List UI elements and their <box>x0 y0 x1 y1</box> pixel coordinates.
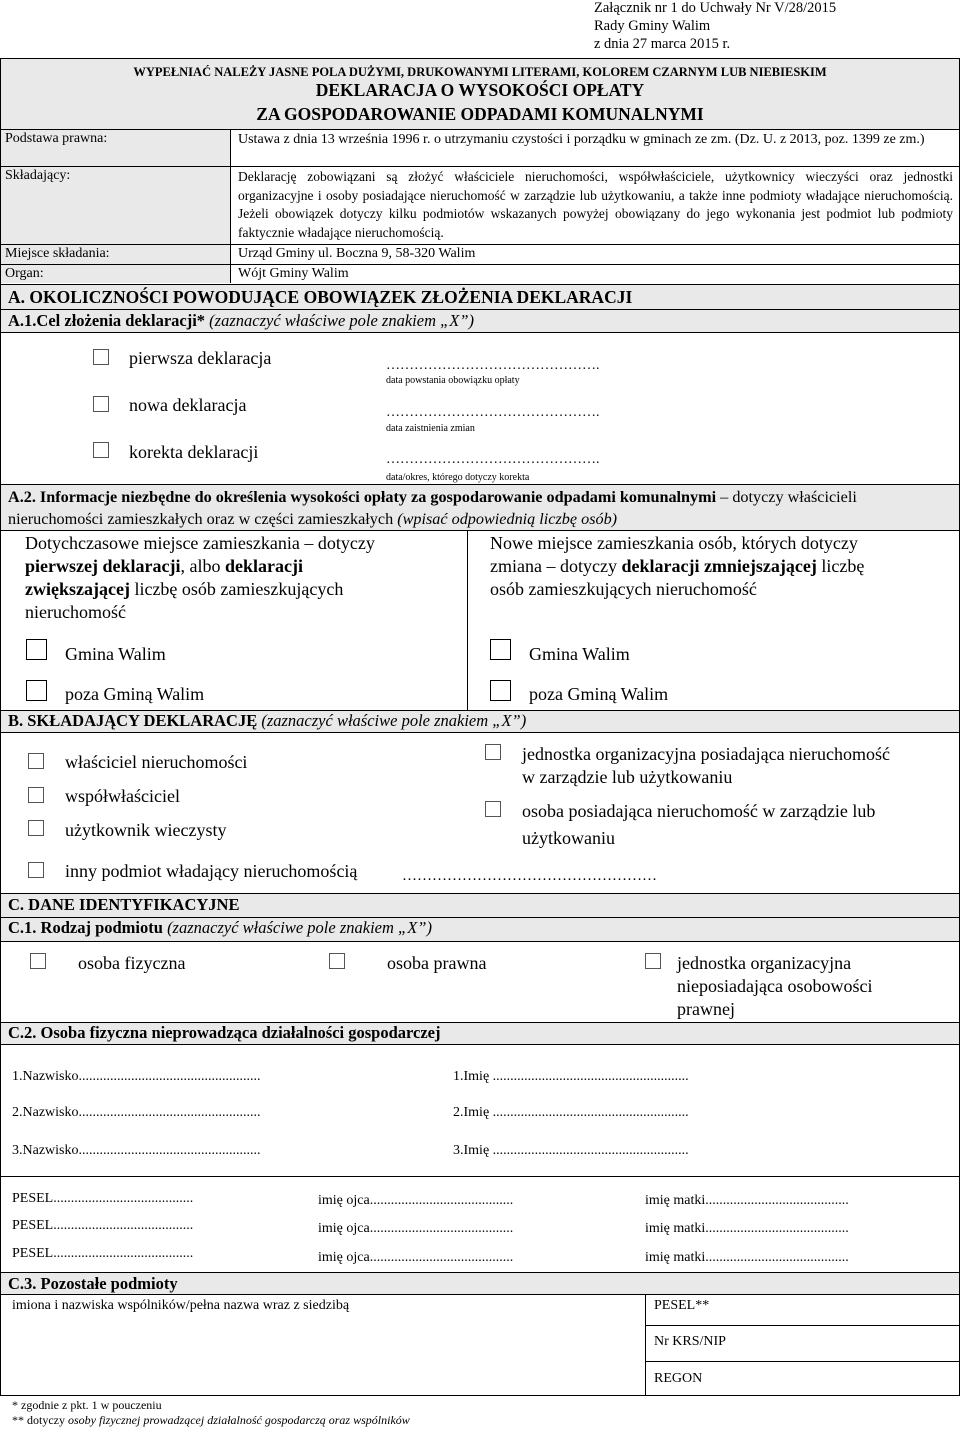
form-title-2: ZA GOSPODAROWANIE ODPADAMI KOMUNALNYMI <box>256 104 704 124</box>
section-c2-heading: C.2. Osoba fizyczna nieprowadząca działalności gospodarczej <box>8 1023 441 1042</box>
mother-3-field[interactable]: imię matki......................................... <box>645 1250 849 1265</box>
owner-label: właściciel nieruchomości <box>65 752 248 772</box>
a1-title: A.1.Cel złożenia deklaracji* <box>8 311 206 330</box>
attachment-line-1: Załącznik nr 1 do Uchwały Nr V/28/2015 <box>594 0 837 16</box>
section-c3-top-line <box>0 1272 960 1273</box>
first-declaration-bold: pierwszej deklaracji <box>25 556 181 576</box>
pesel-2-field[interactable]: PESEL........................................ <box>12 1218 194 1233</box>
possessor-checkbox[interactable] <box>485 801 501 817</box>
a2-title: A.2. Informacje niezbędne do określenia wysokości opłaty za gospodarowanie odpadami komunalnymi <box>8 488 717 506</box>
info-divider-2 <box>0 244 960 245</box>
info-divider-1 <box>0 166 960 167</box>
co-owner-checkbox[interactable] <box>28 787 44 803</box>
father-1-field[interactable]: imię ojca......................................... <box>318 1193 514 1208</box>
footnote-2 <box>12 1413 410 1428</box>
footnote-2-prefix: ** dotyczy <box>12 1413 68 1427</box>
left-outside-walim-label: poza Gminą Walim <box>65 684 205 704</box>
a2-right-change: zmiana – dotyczy <box>490 556 622 576</box>
section-a1-bottom-line <box>0 332 960 333</box>
right-outside-walim-label: poza Gminą Walim <box>529 684 669 704</box>
section-c1-heading <box>8 918 432 938</box>
place-label: Miejsce składania: <box>5 246 110 261</box>
correction-label: korekta deklaracji <box>129 442 259 462</box>
org-unit-checkbox[interactable] <box>485 744 501 760</box>
co-owner-label: współwłaściciel <box>65 786 180 806</box>
info-column-divider <box>230 129 231 283</box>
partners-names-label: imiona i nazwiska wspólników/pełna nazwa wraz z siedzibą <box>12 1298 350 1313</box>
legal-basis-label: Podstawa prawna: <box>5 131 108 146</box>
legal-person-label: osoba prawna <box>387 953 487 973</box>
section-a2-bottom-line <box>0 530 960 531</box>
section-c-top-line <box>0 893 960 894</box>
correction-date-caption: data/okres, którego dotyczy korekta <box>386 472 530 483</box>
attachment-line-3: z dnia 27 marca 2015 r. <box>594 36 731 52</box>
section-c-heading: C. DANE IDENTYFIKACYJNE <box>8 895 240 914</box>
c3-right-line-2 <box>645 1361 960 1362</box>
org-unit-label-2: w zarządzie lub użytkowaniu <box>522 767 733 787</box>
declaration-bold: deklaracji <box>224 556 303 576</box>
new-declaration-checkbox[interactable] <box>93 396 109 412</box>
pesel-1-field[interactable]: PESEL........................................ <box>12 1191 194 1206</box>
father-2-field[interactable]: imię ojca......................................... <box>318 1221 514 1236</box>
possessor-label-1: osoba posiadająca nieruchomość w zarządzie lub <box>522 801 876 821</box>
a2-left-p4: nieruchomość <box>25 602 126 622</box>
form-title-1: DEKLARACJA O WYSOKOŚCI OPŁATY <box>315 80 645 100</box>
frame-bottom <box>0 1395 960 1396</box>
left-gmina-walim-label: Gmina Walim <box>65 644 166 664</box>
a2-left-p2 <box>25 556 303 577</box>
frame-left <box>0 58 1 1395</box>
section-c3-heading: C.3. Pozostałe podmioty <box>8 1274 178 1293</box>
info-divider-3 <box>0 264 960 265</box>
legal-person-checkbox[interactable] <box>329 953 345 969</box>
new-declaration-date[interactable]: ………………………………………. <box>386 405 600 420</box>
a2-right-count: liczbę <box>816 556 865 576</box>
c1-title: C.1. Rodzaj podmiotu <box>8 918 163 937</box>
decreasing-bold: deklaracji zmniejszającej <box>621 556 817 576</box>
submitter-label: Składający: <box>5 168 71 183</box>
krs-nip-label: Nr KRS/NIP <box>654 1334 726 1349</box>
pesel-star-label: PESEL** <box>654 1298 710 1313</box>
a2-left-persons: liczbę osób zamieszkujących <box>129 579 344 599</box>
correction-date[interactable]: ………………………………………. <box>386 452 600 467</box>
left-gmina-walim-checkbox[interactable] <box>26 639 47 660</box>
name-2-field[interactable]: 2.Imię ........................................................ <box>453 1105 689 1120</box>
left-outside-walim-checkbox[interactable] <box>26 680 47 701</box>
section-c3-bottom-line <box>0 1294 960 1295</box>
other-entity-field[interactable]: …………………………………………… <box>402 868 657 884</box>
section-a1-line <box>0 309 960 310</box>
org-unit-no-legal-checkbox[interactable] <box>645 953 661 969</box>
org-unit-no-legal-label-1: jednostka organizacyjna <box>677 953 852 973</box>
new-declaration-date-caption: data zaistnienia zmian <box>386 423 475 434</box>
organ-value: Wójt Gminy Walim <box>238 266 349 281</box>
place-value: Urząd Gminy ul. Boczna 9, 58-320 Walim <box>238 246 476 261</box>
b-hint: (zaznaczyć właściwe pole znakiem „X”) <box>261 711 527 730</box>
father-3-field[interactable]: imię ojca......................................... <box>318 1250 514 1265</box>
first-declaration-date-caption: data powstania obowiązku opłaty <box>386 375 520 386</box>
info-divider-top <box>0 129 960 130</box>
right-outside-walim-checkbox[interactable] <box>490 680 511 701</box>
perpetual-user-label: użytkownik wieczysty <box>65 820 227 840</box>
c3-right-line-1 <box>645 1325 960 1326</box>
section-b-heading <box>8 711 526 731</box>
name-1-field[interactable]: 1.Imię ........................................................ <box>453 1069 689 1084</box>
section-a2-heading: A.2. Informacje niezbędne do określenia wysokości opłaty za gospodarowanie odpadami komunalnymi – dotyczy właścicieli nieruchomości zamieszkałych oraz w części zamieszkałych (wpisać odpowiednią liczbę osób) <box>8 488 857 528</box>
footnote-1: * zgodnie z pkt. 1 w pouczeniu <box>12 1398 162 1412</box>
first-declaration-label: pierwsza deklaracja <box>129 348 272 368</box>
perpetual-user-checkbox[interactable] <box>28 820 44 836</box>
regon-label: REGON <box>654 1371 703 1386</box>
a2-left-p1: Dotychczasowe miejsce zamieszkania – dotyczy <box>25 533 375 553</box>
first-declaration-checkbox[interactable] <box>93 349 109 365</box>
new-declaration-label: nowa deklaracja <box>129 395 247 415</box>
surname-3-field[interactable]: 3.Nazwisko.................................................... <box>12 1143 261 1158</box>
section-a-top-line <box>0 284 960 285</box>
natural-person-label: osoba fizyczna <box>78 953 186 973</box>
pesel-3-field[interactable]: PESEL........................................ <box>12 1246 194 1261</box>
section-a1-heading <box>8 311 474 331</box>
org-unit-no-legal-label-3: prawnej <box>677 999 735 1019</box>
c1-hint: (zaznaczyć właściwe pole znakiem „X”) <box>167 918 432 937</box>
c3-column-divider <box>645 1294 646 1395</box>
a2-hint: (wpisać odpowiednią liczbę osób) <box>397 510 618 528</box>
surname-1-field[interactable]: 1.Nazwisko.................................................... <box>12 1069 261 1084</box>
a2-text: dotyczy właścicieli nieruchomości zamieszkałych oraz w części zamieszkałych <box>8 488 857 528</box>
name-3-field[interactable]: 3.Imię ........................................................ <box>453 1143 689 1158</box>
possessor-label-2: użytkowaniu <box>522 828 615 848</box>
surname-2-field[interactable]: 2.Nazwisko.................................................... <box>12 1105 261 1120</box>
c2-pesel-line <box>0 1176 960 1177</box>
owner-checkbox[interactable] <box>28 753 44 769</box>
fill-instruction: WYPEŁNIAĆ NALEŻY JASNE POLA DUŻYMI, DRUKOWANYMI LITERAMI, KOLOREM CZARNYM LUB NIEBIESKIM <box>133 65 827 79</box>
legal-basis-value: Ustawa z dnia 13 września 1996 r. o utrzymaniu czystości i porządku w gminach ze zm. (Dz. U. z 2013, poz. 1399 ze zm.) <box>238 132 925 147</box>
section-a2-top-line <box>0 484 960 485</box>
submitter-value: Deklarację zobowiązani są złożyć właściciele nieruchomości, współwłaściciele, użytkownicy wieczyści oraz jednostki organizacyjne i osoby posiadające nieruchomość w zarządzie lub użytkowaniu, a także inne podmioty władające nieruchomością. Jeżeli obowiązek dotyczy kilku podmiotów wskazanych powyżej obowiązany do jego wykonania jest podmiot lub podmioty faktycznie władające nieruchomością. <box>238 169 953 240</box>
right-gmina-walim-checkbox[interactable] <box>490 639 511 660</box>
increasing-bold: zwiększającej <box>25 579 130 599</box>
a2-left-p3 <box>25 579 343 600</box>
org-unit-no-legal-label-2: nieposiadająca osobowości <box>677 976 873 996</box>
footnote-2-text: osoby fizycznej prowadzącej działalność gospodarczą oraz wspólników <box>68 1413 410 1427</box>
correction-checkbox[interactable] <box>93 442 109 458</box>
section-b-bottom-line <box>0 732 960 733</box>
first-declaration-date[interactable]: ………………………………………. <box>386 358 600 373</box>
natural-person-checkbox[interactable] <box>30 953 46 969</box>
a2-right-p2 <box>490 556 864 577</box>
section-c1-bottom-line <box>0 941 960 942</box>
org-unit-label-1: jednostka organizacyjna posiadająca nieruchomość <box>522 744 891 764</box>
right-gmina-walim-label: Gmina Walim <box>529 644 630 664</box>
a2-right-p1: Nowe miejsce zamieszkania osób, których dotyczy <box>490 533 858 553</box>
section-c2-bottom-line <box>0 1044 960 1045</box>
b-title: B. SKŁADAJĄCY DEKLARACJĘ <box>8 711 258 730</box>
organ-label: Organ: <box>5 266 44 281</box>
attachment-line-2: Rady Gminy Walim <box>594 18 711 34</box>
other-entity-checkbox[interactable] <box>28 862 44 878</box>
a2-left-or: , albo <box>180 556 225 576</box>
a2-column-divider <box>467 530 468 710</box>
other-entity-label: inny podmiot władający nieruchomością <box>65 861 358 881</box>
mother-1-field[interactable]: imię matki......................................... <box>645 1193 849 1208</box>
section-a-heading: A. OKOLICZNOŚCI POWODUJĄCE OBOWIĄZEK ZŁOŻENIA DEKLARACJI <box>8 287 633 307</box>
a1-hint: (zaznaczyć właściwe pole znakiem „X”) <box>209 311 475 330</box>
mother-2-field[interactable]: imię matki......................................... <box>645 1221 849 1236</box>
a2-right-p3: osób zamieszkujących nieruchomość <box>490 579 757 599</box>
